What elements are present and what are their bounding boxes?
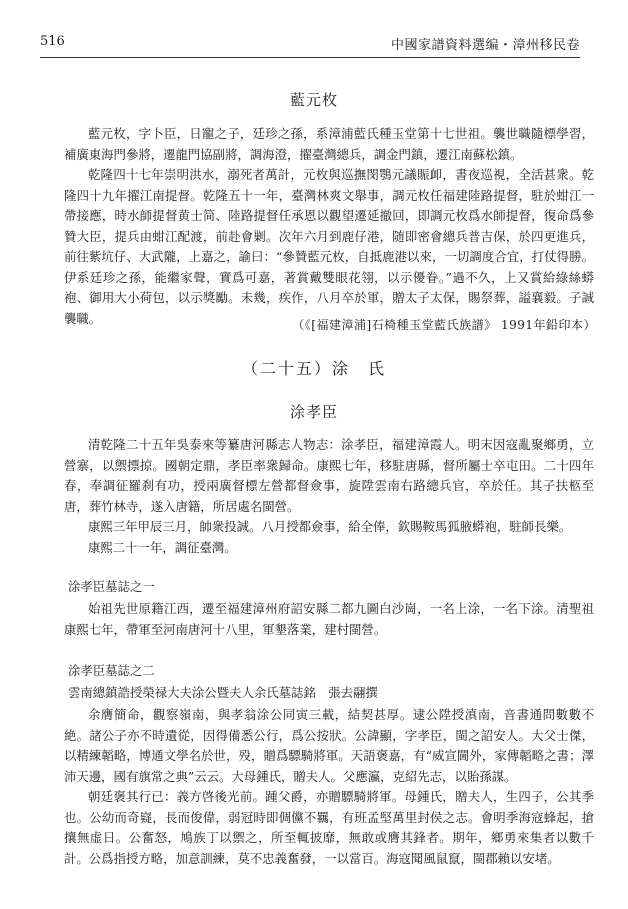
entry-body-lan-yuanmei — [64, 124, 594, 329]
paragraph: 始祖先世原籍江西，遷至福建漳州府詔安縣二都九圖白沙崗，一名上涂，一名下涂。清聖祖康熙七年，帶軍至河南唐河十八里，軍墾落業，建村閩營。 — [64, 601, 594, 637]
epitaph-1-title: 涂孝臣墓誌之一 — [68, 579, 155, 594]
epitaph-2-title: 涂孝臣墓誌之二 — [68, 663, 155, 678]
running-header — [40, 34, 580, 52]
series-title: 中國家譜資料選编・漳州移民卷 — [390, 38, 580, 53]
entry-title-lan-yuanmei: 藍元枚 — [289, 91, 338, 109]
epitaph-2-body — [64, 705, 594, 869]
entry-body-tu-xiaochen — [64, 435, 594, 558]
entry-title-tu-xiaochen: 涂孝臣 — [289, 403, 338, 421]
paragraph: 余膺簡命，觀察嶺南，與孝翁涂公同寅三載，結契甚厚。逮公陞授滇南，音書通問數數不絶。諸公子亦不時遺從，因得備悉公行，爲公按狀。公諱顯，字孝臣，閩之詔安人。大父士傑，以精練韜略，博通文學名於世，殁，贈爲驃騎將軍。天語褒嘉，有“威宣閫外，家傳韜略之書；澤沛天邊，國有旗常之典”云云。大母鍾氏，贈夫人。父應瀛，克紹先志，以貽孫謀。 — [64, 707, 594, 784]
page-number: 516 — [40, 34, 65, 49]
epitaph-2-subtitle: 雲南總鎮誥授榮禄大夫涂公暨夫人余氏墓誌銘 張去翮撰 — [68, 685, 378, 700]
section-heading-tu-clan: （二十五）涂 氏 — [241, 359, 386, 378]
header-rule — [40, 57, 580, 58]
paragraph: 乾隆四十七年崇明洪水，溺死者萬計，元枚與巡撫閔鶚元議賑卹，書夜巡視，全活甚衆。乾隆四十九年擢江南提督。乾隆五十一年，臺灣林爽文舉事，調元枚任福建陸路提督，駐於蚶江一帶接應，時水師提督黄士简、陸路提督任承恩以觀望遷延撤回，即調元枚爲水師提督，復命爲參贊大臣，提兵由蚶江配渡，前赴會剿。次年六月到鹿仔港，随即密會總兵普吉保，於四更進兵，前往紫坑仔、大武隴，上嘉之，諭曰：“參贊藍元枚，自抵鹿港以來，一切調度合宜，打仗得勝。伊系廷珍之孫，能繼家聲，實爲可嘉，著賞戴雙眼花翎，以示優眷。”過不久，上又賞給綠絲蟒袍、御用大小荷包，以示獎勵。未幾，疾作，八月卒於軍，贈太子太保，賜祭葬，謚襄毅。子誠襲職。 — [64, 167, 594, 326]
source-citation: （《[福建漳浦]石椅種玉堂藍氏族譜》 1991年鉛印本） — [292, 318, 596, 332]
epitaph-1-body — [64, 599, 594, 640]
paragraph: 藍元枚，字卜臣，日寵之子，廷珍之孫，系漳浦藍氏種玉堂第十七世祖。襲世職隨標學習，補廣東海門參將，遷龍門協副將，調海澄，擢臺灣總兵，調金門鎮，遷江南蘇松鎮。 — [64, 126, 594, 162]
paragraph: 清乾隆二十五年吳泰來等纂唐河縣志人物志：涂孝臣，福建漳霞人。明末因寇亂聚鄉勇，立營寨，以禦摽掠。國朝定鼎，孝臣率衆歸命。康熙七年，移駐唐縣，督所屬士卒屯田。二十四年春，奉調征羅刹有功，授兩廣督標左營都督僉事，旋陞雲南右路總兵官，卒於任。其子扶柩至唐，葬竹林寺，遂入唐籍，所居處名閩營。 — [64, 437, 594, 514]
paragraph: 康熙三年甲辰三月，帥衆投誠。八月授都僉事，給全俸，欽賜鞍馬狐腋蟒袍，駐師長樂。 — [88, 519, 572, 534]
paragraph: 朝廷褒其行已：義方啓後光前。踵父爵，亦贈驃騎將軍。母鍾氏，贈夫人，生四子，公其季也。公幼而奇嶷，長而俊偉，弱冠時即倜儻不羈，有班孟堅萬里封侯之志。會明季海寇蜂起，搶攘無虚日。公奮怒，鳩族丁以禦之，所至輒披靡，無敢或膺其鋒者。期年，鄉勇來集者以數千計。公爲指授方略，加意訓練，莫不忠義奮發，一以當百。海寇聞風鼠竄，閩郡賴以安堵。 — [64, 789, 594, 866]
paragraph: 康熙二十一年，調征臺灣。 — [88, 539, 237, 555]
